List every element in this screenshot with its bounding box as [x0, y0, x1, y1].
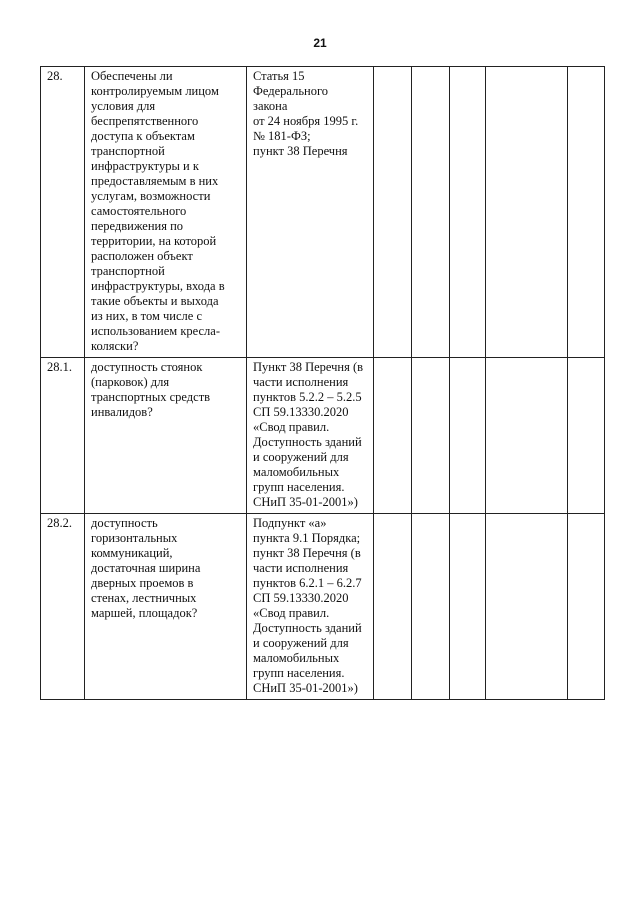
answer-cell-not-applicable[interactable]: [450, 358, 486, 514]
legal-reference: Статья 15 Федерального закона от 24 ноября 1995 г. № 181-ФЗ; пункт 38 Перечня: [247, 67, 374, 358]
table-row: [41, 514, 605, 700]
answer-cell-not-applicable[interactable]: [450, 67, 486, 358]
table-row: [41, 67, 605, 358]
row-number: 28.2.: [41, 514, 85, 700]
answer-cell-note[interactable]: [486, 358, 568, 514]
answer-cell-note[interactable]: [486, 514, 568, 700]
question-text: доступность горизонтальных коммуникаций, достаточная ширина дверных проемов в стенах, лестничных маршей, площадок?: [85, 514, 247, 700]
answer-cell-extra[interactable]: [568, 358, 605, 514]
table-row: [41, 358, 605, 514]
question-text: Обеспечены ли контролируемым лицом условия для беспрепятственного доступа к объектам транспортной инфраструктуры и к предоставляемым в них услугам, возможности самостоятельного передвижения по территории, на которой расположен объект транспортной инфраструктуры, входа в такие объекты и выхода из них, в том числе с использованием кресла- коляски?: [85, 67, 247, 358]
checklist-table: [40, 66, 605, 700]
answer-cell-yes[interactable]: [374, 67, 412, 358]
question-text: доступность стоянок (парковок) для транспортных средств инвалидов?: [85, 358, 247, 514]
answer-cell-extra[interactable]: [568, 514, 605, 700]
legal-reference: Пункт 38 Перечня (в части исполнения пунктов 5.2.2 – 5.2.5 СП 59.13330.2020 «Свод правил. Доступность зданий и сооружений для маломобильных групп населения. СНиП 35-01-2001»): [247, 358, 374, 514]
answer-cell-no[interactable]: [412, 514, 450, 700]
answer-cell-not-applicable[interactable]: [450, 514, 486, 700]
legal-reference: Подпункт «а» пункта 9.1 Порядка; пункт 38 Перечня (в части исполнения пунктов 6.2.1 – 6.2.7 СП 59.13330.2020 «Свод правил. Доступность зданий и сооружений для маломобильных групп населения. СНиП 35-01-2001»): [247, 514, 374, 700]
page-number: 21: [313, 36, 327, 50]
answer-cell-extra[interactable]: [568, 67, 605, 358]
answer-cell-yes[interactable]: [374, 514, 412, 700]
answer-cell-no[interactable]: [412, 67, 450, 358]
answer-cell-no[interactable]: [412, 358, 450, 514]
answer-cell-note[interactable]: [486, 67, 568, 358]
row-number: 28.: [41, 67, 85, 358]
answer-cell-yes[interactable]: [374, 358, 412, 514]
row-number: 28.1.: [41, 358, 85, 514]
